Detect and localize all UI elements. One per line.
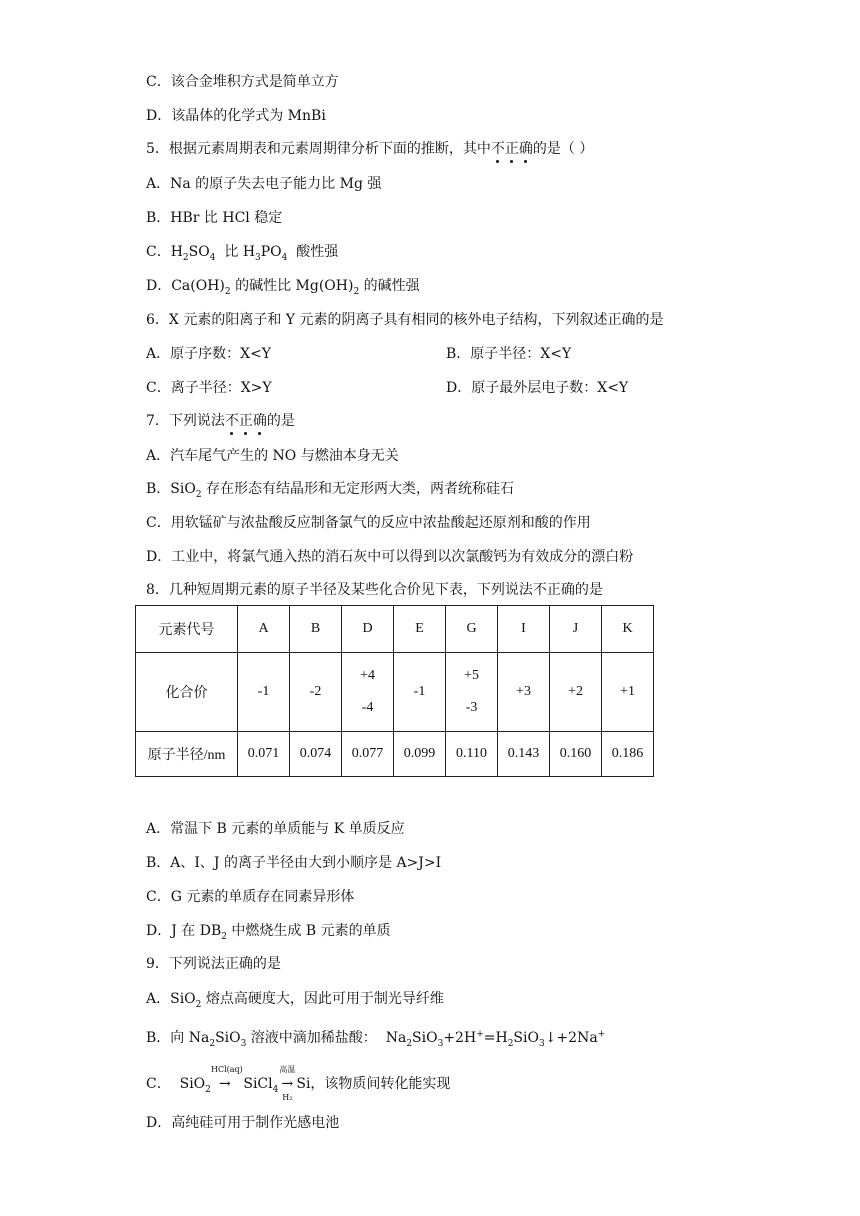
valence-value: -4 xyxy=(361,700,374,715)
q6-option-c: C．离子半径：X>Y xyxy=(146,380,272,396)
row-header: 元素代号 xyxy=(136,606,238,653)
q4-option-d: D．该晶体的化学式为 MnBi xyxy=(146,108,326,124)
q8-option-c: C．G 元素的单质存在同素异形体 xyxy=(146,889,355,905)
q9-option-d: D．高纯硅可用于制作光感电池 xyxy=(146,1115,340,1131)
element-table xyxy=(135,605,654,777)
subscript: 4 xyxy=(281,252,288,263)
text: ↓+2Na xyxy=(544,1030,598,1046)
table-cell xyxy=(446,653,498,732)
text: Si，该物质间转化能实现 xyxy=(296,1076,451,1092)
emphasis-char: 不 xyxy=(224,413,239,429)
table-cell: J xyxy=(550,606,602,653)
valence-value: +4 xyxy=(360,668,375,683)
q5-stem-text: 5．根据元素周期表和元素周期律分析下面的推断，其中 xyxy=(146,141,491,157)
subscript: 2 xyxy=(195,999,202,1010)
table-cell: -1 xyxy=(238,653,290,732)
table-cell: A xyxy=(238,606,290,653)
q7-stem-text-end: 的是 xyxy=(266,413,295,429)
subscript: 2 xyxy=(182,252,189,263)
subscript: 2 xyxy=(195,489,202,500)
q9-stem: 9．下列说法正确的是 xyxy=(146,956,281,972)
q5-option-c xyxy=(146,242,338,262)
reaction-arrow xyxy=(211,1065,243,1094)
text: B．向 Na xyxy=(146,1030,210,1046)
text: SO xyxy=(188,244,210,260)
subscript: 3 xyxy=(255,252,261,263)
q6-option-b: B．原子半径：X<Y xyxy=(446,346,572,362)
table-cell: 0.143 xyxy=(498,732,550,777)
superscript: + xyxy=(597,1029,606,1040)
table-cell xyxy=(342,653,394,732)
table-cell: 0.099 xyxy=(394,732,446,777)
table-cell: +1 xyxy=(602,653,654,732)
text: PO xyxy=(260,244,282,260)
table-row-valence xyxy=(136,653,654,732)
table-cell: K xyxy=(602,606,654,653)
subscript: 3 xyxy=(538,1038,545,1049)
text: A．SiO xyxy=(146,991,196,1007)
table-cell: -2 xyxy=(290,653,342,732)
table-cell: -1 xyxy=(394,653,446,732)
text: 的碱性强 xyxy=(359,278,420,294)
text: D．Ca(OH) xyxy=(146,278,225,294)
table-cell: 0.186 xyxy=(602,732,654,777)
subscript: 2 xyxy=(205,1084,211,1095)
text: C．H xyxy=(146,244,183,260)
subscript: 3 xyxy=(240,1038,247,1049)
emphasis-char: 不 xyxy=(490,141,505,157)
arrow-icon: → xyxy=(219,1076,231,1092)
text: 熔点高硬度大，因此可用于制光导纤维 xyxy=(201,991,444,1007)
text: 酸性强 xyxy=(287,244,339,260)
table-cell: 0.074 xyxy=(290,732,342,777)
q7-option-c: C．用软锰矿与浓盐酸反应制备氯气的反应中浓盐酸起还原剂和酸的作用 xyxy=(146,515,591,531)
table-cell: 0.110 xyxy=(446,732,498,777)
q5-option-b: B．HBr 比 HCl 稳定 xyxy=(146,210,283,226)
q5-option-d xyxy=(146,276,420,296)
table-cell: D xyxy=(342,606,394,653)
table-cell: 0.071 xyxy=(238,732,290,777)
emphasis-char: 确 xyxy=(252,413,267,429)
text: B．SiO xyxy=(146,481,196,497)
q5-stem-text-end: 的是（ ） xyxy=(532,141,594,157)
text: C． SiO xyxy=(146,1076,206,1092)
row-header: 原子半径/nm xyxy=(136,732,238,777)
text: 溶液中滴加稀盐酸： Na xyxy=(246,1030,407,1046)
emphasis-char: 确 xyxy=(518,141,533,157)
q9-option-a xyxy=(146,989,444,1009)
text: 比 H xyxy=(215,244,256,260)
subscript: 4 xyxy=(272,1084,279,1095)
valence-value: -3 xyxy=(465,700,478,715)
q8-stem: 8．几种短周期元素的原子半径及某些化合价见下表，下列说法不正确的是 xyxy=(146,582,603,598)
subscript: 3 xyxy=(437,1038,444,1049)
table-row-radius xyxy=(136,732,654,777)
subscript: 4 xyxy=(209,252,216,263)
q8-option-d xyxy=(146,921,391,941)
q6-option-a: A．原子序数：X<Y xyxy=(146,346,272,362)
subscript: 2 xyxy=(353,286,360,297)
subscript: 2 xyxy=(221,931,227,942)
text: D．J 在 DB xyxy=(146,923,222,939)
q7-option-a: A．汽车尾气产生的 NO 与燃油本身无关 xyxy=(146,448,399,464)
q8-option-b: B．A、I、J 的离子半径由大到小顺序是 A>J>I xyxy=(146,855,442,871)
arrow-condition: 高温 xyxy=(279,1065,296,1074)
q7-option-d: D．工业中，将氯气通入热的消石灰中可以得到以次氯酸钙为有效成分的漂白粉 xyxy=(146,549,634,565)
superscript: + xyxy=(476,1029,484,1040)
q8-option-a: A．常温下 B 元素的单质能与 K 单质反应 xyxy=(146,821,405,837)
q7-stem xyxy=(146,411,295,431)
subscript: 2 xyxy=(209,1038,216,1049)
q7-stem-text: 7．下列说法 xyxy=(146,413,225,429)
subscript: 2 xyxy=(224,286,231,297)
text: 中燃烧生成 B 元素的单质 xyxy=(226,923,391,939)
table-cell: 0.077 xyxy=(342,732,394,777)
text: 的碱性比 Mg(OH) xyxy=(230,278,354,294)
q5-stem xyxy=(146,139,593,159)
text: =H xyxy=(483,1030,508,1046)
row-header: 化合价 xyxy=(136,653,238,732)
q7-option-b xyxy=(146,479,514,499)
text: SiO xyxy=(412,1030,438,1046)
q6-option-d: D．原子最外层电子数：X<Y xyxy=(446,380,629,396)
table-cell: E xyxy=(394,606,446,653)
q9-option-b xyxy=(146,1028,605,1048)
text: SiO xyxy=(215,1030,241,1046)
table-cell: I xyxy=(498,606,550,653)
emphasis-char: 正 xyxy=(504,141,519,157)
table-cell: +2 xyxy=(550,653,602,732)
text: SiO xyxy=(513,1030,539,1046)
text: +2H xyxy=(443,1030,477,1046)
table-row-element-codes xyxy=(136,606,654,653)
table-cell: B xyxy=(290,606,342,653)
subscript: 2 xyxy=(406,1038,413,1049)
q4-option-c: C．该合金堆积方式是简单立方 xyxy=(146,74,339,90)
subscript: 2 xyxy=(507,1038,514,1049)
arrow-condition: HCl(aq) xyxy=(211,1065,243,1074)
text: 存在形态有结晶形和无定形两大类，两者统称硅石 xyxy=(201,481,515,497)
q5-option-a: A．Na 的原子失去电子能力比 Mg 强 xyxy=(146,176,382,192)
valence-value: +5 xyxy=(464,668,479,683)
q6-stem: 6．X 元素的阳离子和 Y 元素的阴离子具有相同的核外电子结构，下列叙述正确的是 xyxy=(146,312,664,328)
table-cell: G xyxy=(446,606,498,653)
arrow-condition: H₂ xyxy=(282,1093,293,1102)
q9-option-c xyxy=(146,1065,451,1102)
emphasis-char: 正 xyxy=(238,413,253,429)
table-cell: +3 xyxy=(498,653,550,732)
text: SiCl xyxy=(238,1076,273,1092)
arrow-icon: → xyxy=(281,1076,294,1092)
reaction-arrow xyxy=(278,1065,296,1102)
table-cell: 0.160 xyxy=(550,732,602,777)
